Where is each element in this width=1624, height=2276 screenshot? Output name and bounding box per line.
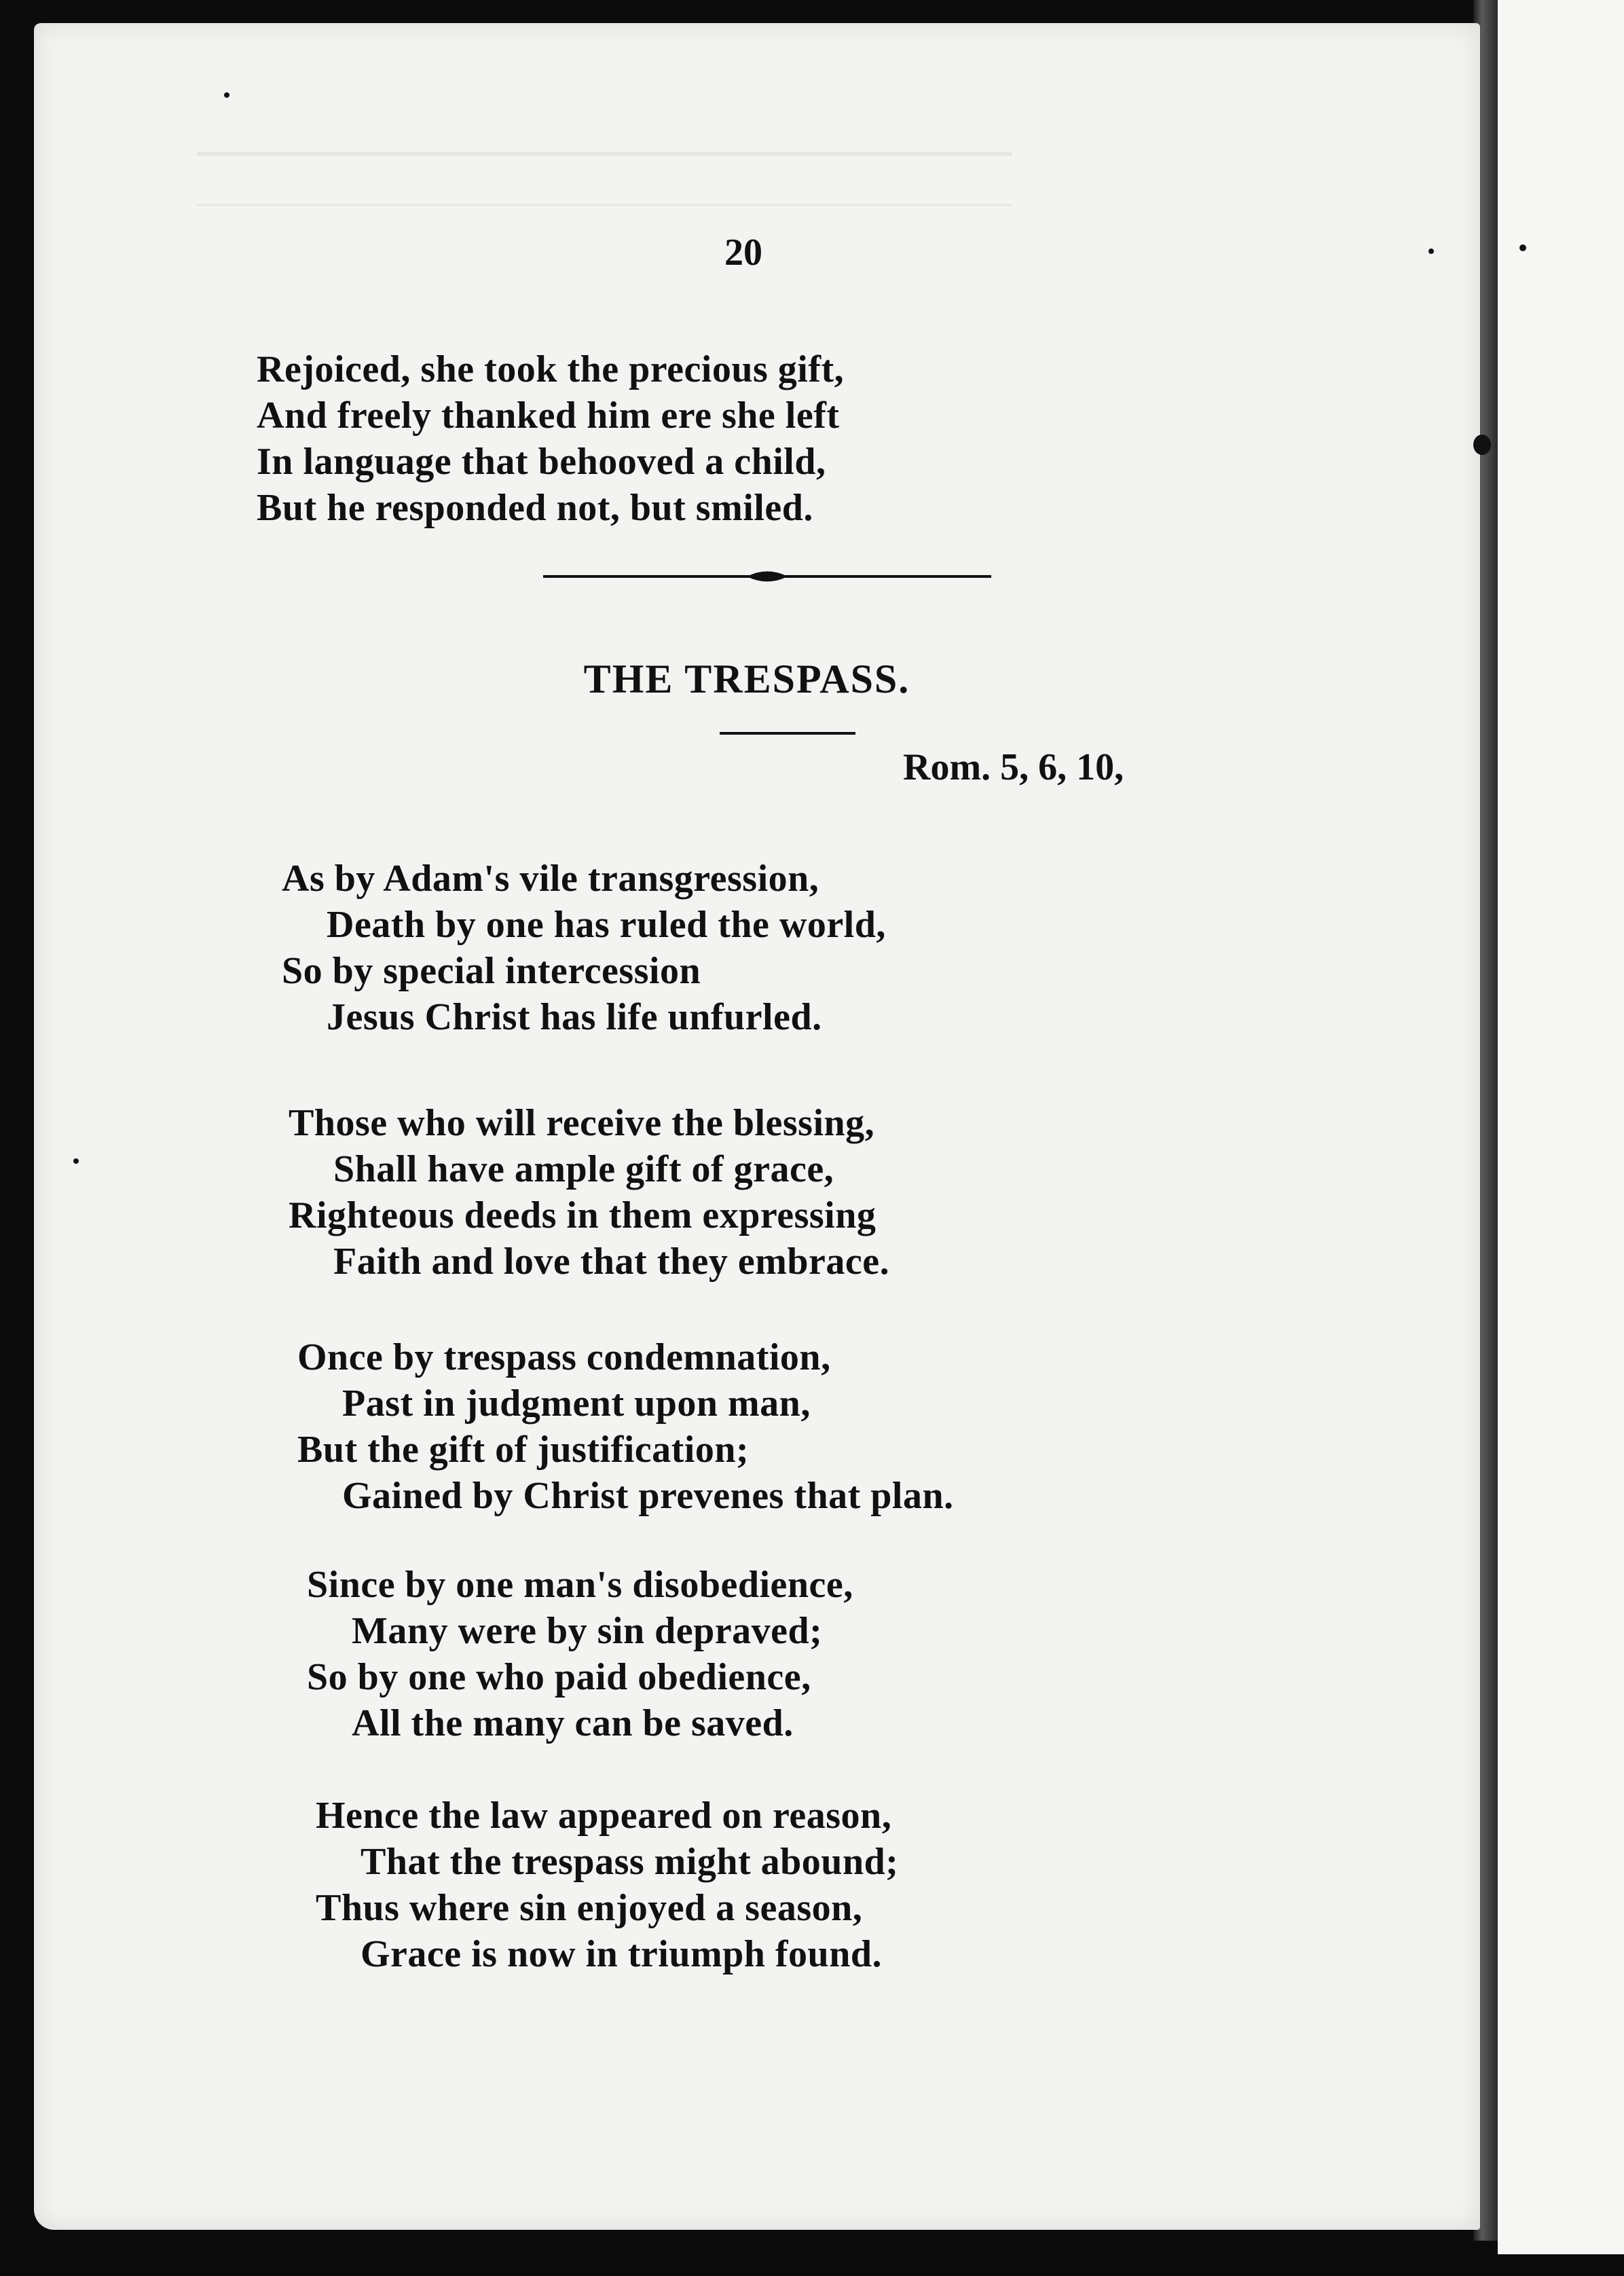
verse-line: Shall have ample gift of grace,	[333, 1148, 834, 1190]
stanza	[307, 1562, 853, 1746]
verse-line: All the many can be saved.	[352, 1702, 794, 1744]
ink-speck	[224, 92, 229, 98]
verse-line: That the trespass might abound;	[361, 1841, 899, 1883]
verse-line: And freely thanked him ere she left	[257, 394, 840, 437]
stanza	[316, 1793, 898, 1977]
verse-line: In language that behooved a child,	[257, 441, 826, 483]
poem-title: THE TRESPASS.	[583, 657, 910, 701]
verse-line: Death by one has ruled the world,	[327, 904, 886, 946]
ink-speck	[1519, 244, 1526, 251]
ink-speck	[73, 1158, 79, 1164]
scripture-reference: Rom. 5, 6, 10,	[903, 746, 1124, 788]
opening-stanza	[257, 346, 844, 531]
stanza	[297, 1334, 954, 1519]
verse-line: As by Adam's vile transgression,	[282, 858, 819, 900]
ink-speck	[1428, 249, 1434, 254]
stanza	[282, 856, 886, 1040]
verse-line: Once by trespass condemnation,	[297, 1336, 831, 1378]
title-rule	[720, 732, 855, 735]
verse-line: Many were by sin depraved;	[352, 1610, 823, 1652]
verse-line: But he responded not, but smiled.	[257, 487, 813, 529]
stanza	[289, 1100, 889, 1285]
ink-speck	[1473, 435, 1491, 455]
verse-line: Grace is now in triumph found.	[361, 1933, 882, 1975]
verse-line: So by special intercession	[282, 950, 701, 992]
verse-line: So by one who paid obedience,	[307, 1656, 811, 1698]
verse-line: Jesus Christ has life unfurled.	[327, 996, 822, 1038]
verse-line: Rejoiced, she took the precious gift,	[257, 348, 845, 390]
verse-line: Hence the law appeared on reason,	[316, 1795, 892, 1837]
verse-line: Past in judgment upon man,	[342, 1382, 811, 1425]
ornamental-divider	[543, 566, 991, 587]
verse-line: Thus where sin enjoyed a season,	[316, 1887, 863, 1929]
verse-line: Since by one man's disobedience,	[307, 1564, 853, 1606]
verse-line: Those who will receive the blessing,	[289, 1102, 875, 1144]
verse-line: Gained by Christ prevenes that plan.	[342, 1475, 954, 1517]
page-number: 20	[724, 232, 762, 274]
verse-line: But the gift of justification;	[297, 1429, 750, 1471]
verse-line: Faith and love that they embrace.	[333, 1241, 890, 1283]
verse-line: Righteous deeds in them expressing	[289, 1194, 876, 1236]
